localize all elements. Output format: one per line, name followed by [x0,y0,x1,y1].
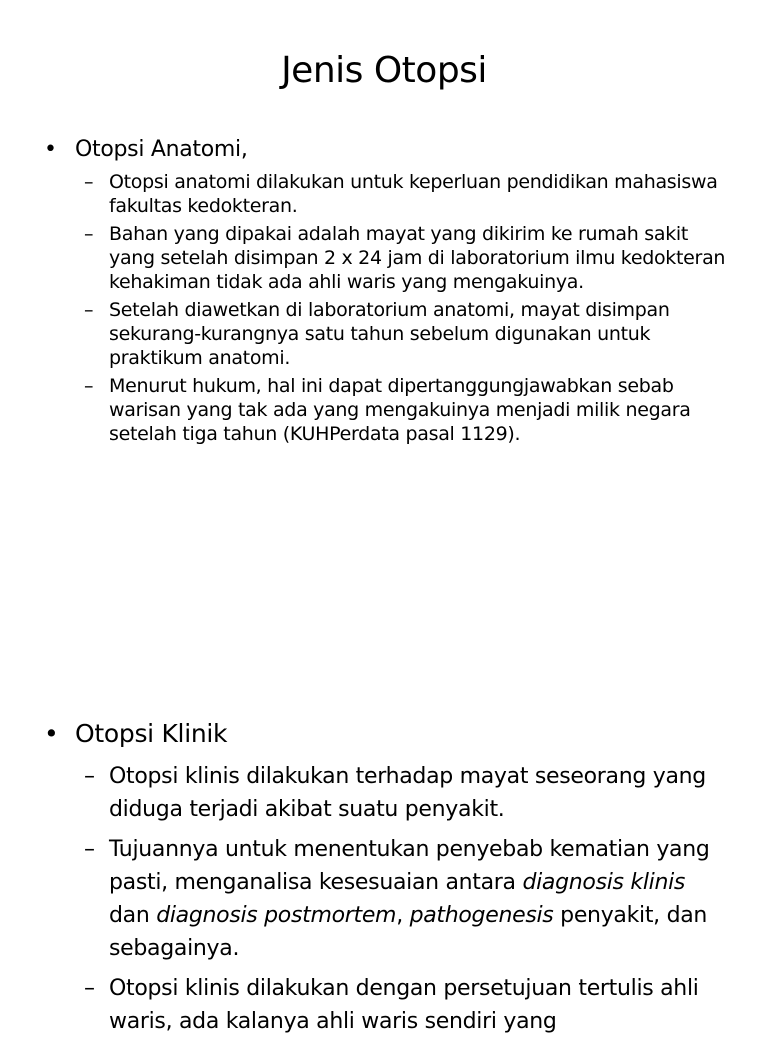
text-run: , [396,903,410,928]
italic-term: pathogenesis [409,903,554,928]
sub-bullet: – Setelah diawetkan di laboratorium anatomi, mayat disimpan sekurang-kurangnya satu tahun sebelum digunakan untuk praktikum anatomi. [0,298,768,370]
sub-bullet: – Bahan yang dipakai adalah mayat yang dikirim ke rumah sakit yang setelah disimpan 2 x 24 jam di laboratorium ilmu kedokteran kehakiman tidak ada ahli waris yang mengakuinya. [0,222,768,294]
section-otopsi-anatomi [0,136,768,450]
section-otopsi-klinik [0,718,768,1045]
text-run: penyakit, dan sebagainya. [109,903,708,961]
bullet-otopsi-anatomi: • Otopsi Anatomi, [0,136,768,164]
sub-bullet: – Menurut hukum, hal ini dapat dipertanggungjawabkan sebab warisan yang tak ada yang mengakuinya menjadi milik negara setelah tiga tahun (KUHPerdata pasal 1129). [0,374,768,446]
italic-term: diagnosis klinis [522,870,686,895]
slide-title: Jenis Otopsi [281,50,487,91]
italic-term: diagnosis postmortem [156,903,397,928]
text-run: Tujuannya untuk menentukan penyebab kematian yang pasti, menganalisa kesesuaian antara [109,837,710,895]
sub-bullet-tujuan [0,833,768,965]
bullet-otopsi-klinik: • Otopsi Klinik [0,718,768,750]
sub-bullet: – Otopsi klinis dilakukan terhadap mayat seseorang yang diduga terjadi akibat suatu penyakit. [0,760,768,826]
text-run: dan [109,903,157,928]
sub-bullet: – Otopsi klinis dilakukan dengan persetujuan tertulis ahli waris, ada kalanya ahli waris sendiri yang [0,972,768,1038]
sub-bullet: – Otopsi anatomi dilakukan untuk keperluan pendidikan mahasiswa fakultas kedokteran. [0,170,768,218]
